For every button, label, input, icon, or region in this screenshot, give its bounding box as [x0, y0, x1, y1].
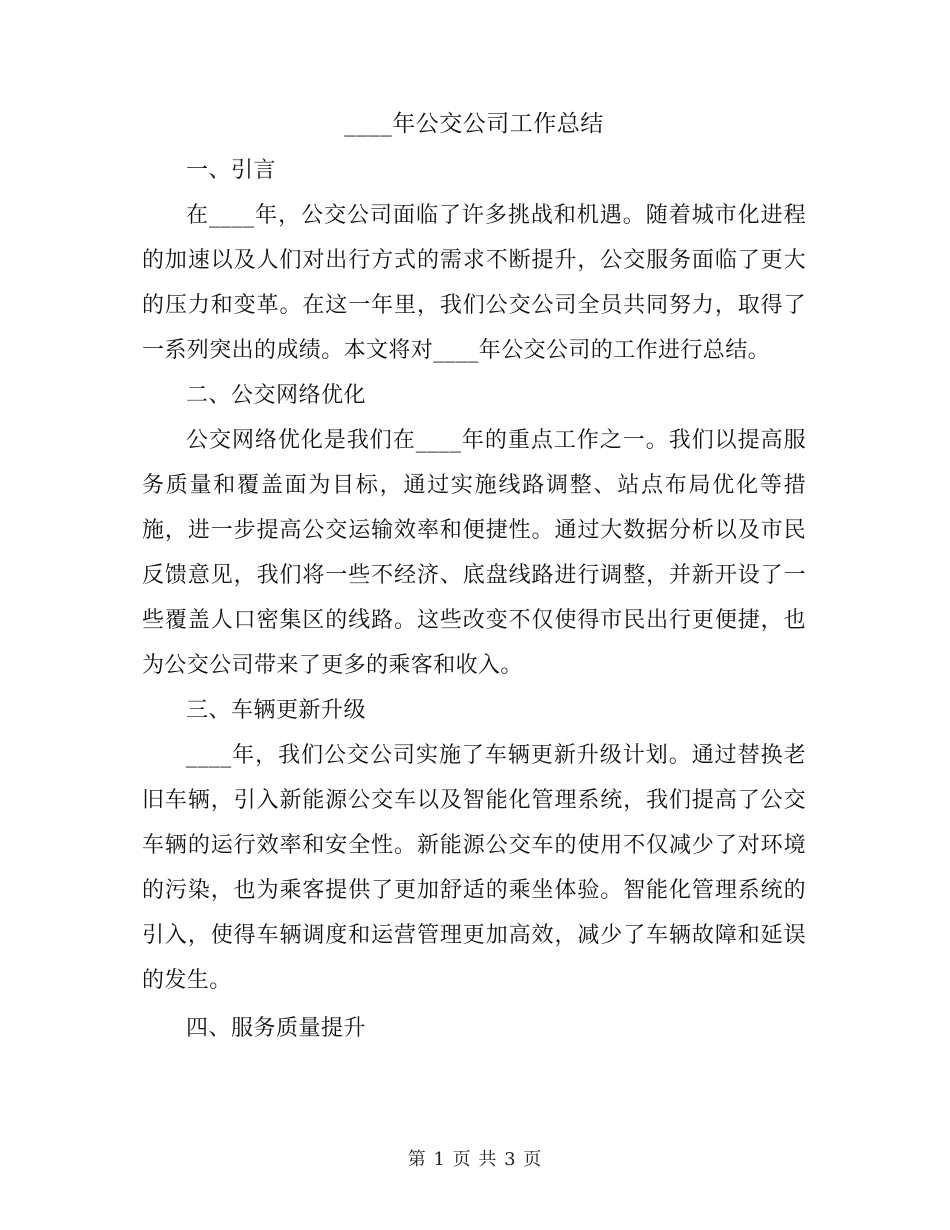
section-paragraph-introduction: 在____年，公交公司面临了许多挑战和机遇。随着城市化进程的加速以及人们对出行方式的需求不断提升，公交服务面临了更大的压力和变革。在这一年里，我们公交公司全员共同努力，取得了一系列突出的成绩。本文将对____年公交公司的工作进行总结。 — [142, 203, 806, 363]
section-heading-introduction: 一、引言 — [186, 158, 277, 183]
section-heading-network-optimization: 二、公交网络优化 — [186, 383, 367, 408]
section-heading-vehicle-upgrade: 三、车辆更新升级 — [186, 698, 367, 723]
section-paragraph-vehicle-upgrade: ____年，我们公交公司实施了车辆更新升级计划。通过替换老旧车辆，引入新能源公交车以及智能化管理系统，我们提高了公交车辆的运行效率和安全性。新能源公交车的使用不仅减少了对环境的污染，也为乘客提供了更加舒适的乘坐体验。智能化管理系统的引入，使得车辆调度和运营管理更加高效，减少了车辆故障和延误的发生。 — [142, 743, 806, 993]
section-paragraph-network-optimization: 公交网络优化是我们在____年的重点工作之一。我们以提高服务质量和覆盖面为目标，通过实施线路调整、站点布局优化等措施，进一步提高公交运输效率和便捷性。通过大数据分析以及市民反馈意见，我们将一些不经济、底盘线路进行调整，并新开设了一些覆盖人口密集区的线路。这些改变不仅使得市民出行更便捷，也为公交公司带来了更多的乘客和收入。 — [142, 428, 806, 678]
document-title: ____年公交公司工作总结 — [344, 111, 604, 137]
section-heading-service-quality: 四、服务质量提升 — [186, 1016, 367, 1041]
page-footer: 第 1 页 共 3 页 — [407, 1149, 543, 1170]
document-body — [142, 104, 806, 1051]
